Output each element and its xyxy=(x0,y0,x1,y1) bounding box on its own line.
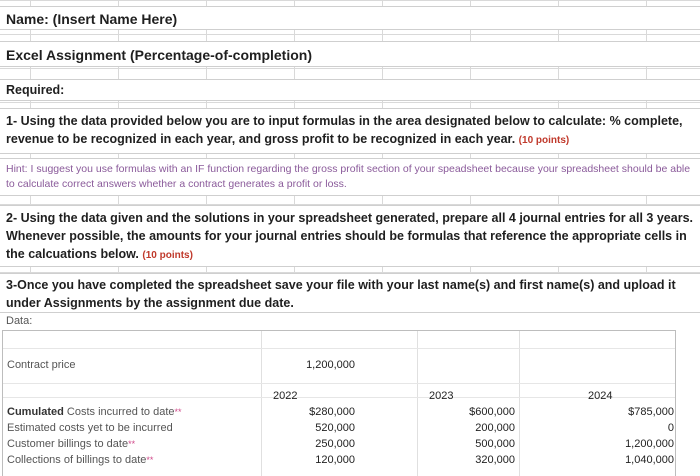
costs-incurred-2022[interactable]: $280,000 xyxy=(309,406,355,418)
requirement-1-text xyxy=(6,112,694,150)
name-row[interactable] xyxy=(0,6,700,30)
estimated-costs-label xyxy=(7,420,173,436)
title-row[interactable] xyxy=(0,41,700,67)
costs-incurred-label-rest: Costs incurred to date xyxy=(63,406,175,418)
costs-incurred-2024[interactable]: $785,000 xyxy=(628,406,674,418)
year-2024: 2024 xyxy=(588,390,613,402)
requirement-1[interactable] xyxy=(0,108,700,154)
collections-2022[interactable]: 120,000 xyxy=(315,454,355,466)
estimated-costs-2023[interactable]: 200,000 xyxy=(475,422,515,434)
requirement-2-text xyxy=(6,209,694,265)
requirement-1-points: (10 points) xyxy=(518,135,570,146)
costs-incurred-label xyxy=(7,404,182,420)
grid-line xyxy=(3,383,675,384)
year-2022: 2022 xyxy=(273,390,298,402)
assignment-title: Excel Assignment (Percentage-of-completion) xyxy=(6,47,312,63)
requirement-3-text: 3-Once you have completed the spreadsheet save your file with your last name(s) and first name(s) and upload it under Assignments by the assignment due date. xyxy=(6,278,676,310)
requirement-1-body: 1- Using the data provided below you are to input formulas in the area designated below to calculate: % complete, revenue to be recognized in each year, and gross profit to be recognized in each year. xyxy=(6,114,683,146)
customer-billings-2024[interactable]: 1,200,000 xyxy=(625,438,674,450)
grid-line xyxy=(261,331,262,476)
requirement-2[interactable] xyxy=(0,205,700,267)
name-line: Name: (Insert Name Here) xyxy=(6,11,178,27)
collections-label xyxy=(7,452,153,468)
hint-text xyxy=(6,162,694,192)
asterisk-note: ** xyxy=(128,439,136,449)
customer-billings-2022[interactable]: 250,000 xyxy=(315,438,355,450)
grid-line xyxy=(3,348,675,349)
requirement-2-points: (10 points) xyxy=(142,250,193,261)
estimated-costs-label-text: Estimated costs yet to be incurred xyxy=(7,422,173,434)
contract-price-value[interactable]: 1,200,000 xyxy=(306,359,355,371)
customer-billings-2023[interactable]: 500,000 xyxy=(475,438,515,450)
hint-row[interactable] xyxy=(0,158,700,196)
hint-label: Hint: xyxy=(6,163,28,175)
collections-2024[interactable]: 1,040,000 xyxy=(625,454,674,466)
requirement-3[interactable] xyxy=(0,273,700,313)
estimated-costs-2022[interactable]: 520,000 xyxy=(315,422,355,434)
data-label: Data: xyxy=(6,315,33,327)
grid-line xyxy=(3,397,675,398)
required-label: Required: xyxy=(6,83,65,97)
grid-line xyxy=(519,331,520,476)
required-row[interactable] xyxy=(0,79,700,101)
data-section[interactable] xyxy=(0,312,700,476)
collections-2023[interactable]: 320,000 xyxy=(475,454,515,466)
contract-price-label: Contract price xyxy=(7,359,76,371)
costs-incurred-2023[interactable]: $600,000 xyxy=(469,406,515,418)
year-2023: 2023 xyxy=(429,390,454,402)
requirement-2-body: 2- Using the data given and the solutions in your spreadsheet generated, prepare all 4 journal entries for all 3 years. Whenever possible, the amounts for your journal entries should be formulas that reference the appropriate cells in the calcuations below. xyxy=(6,211,693,261)
costs-incurred-label-bold: Cumulated xyxy=(7,406,64,418)
customer-billings-label-text: Customer billings to date xyxy=(7,438,129,450)
data-table[interactable] xyxy=(2,330,676,476)
hint-body: I suggest you use formulas with an IF function regarding the gross profit section of your speadsheet because your spreadsheet should be able to calculate correct answers whether a contract generates a profit or loss. xyxy=(6,163,691,190)
asterisk-note: ** xyxy=(174,407,182,417)
estimated-costs-2024[interactable]: 0 xyxy=(667,422,674,434)
customer-billings-label xyxy=(7,436,135,452)
collections-label-text: Collections of billings to date xyxy=(7,454,147,466)
grid-line xyxy=(417,331,418,476)
asterisk-note: ** xyxy=(146,455,154,465)
